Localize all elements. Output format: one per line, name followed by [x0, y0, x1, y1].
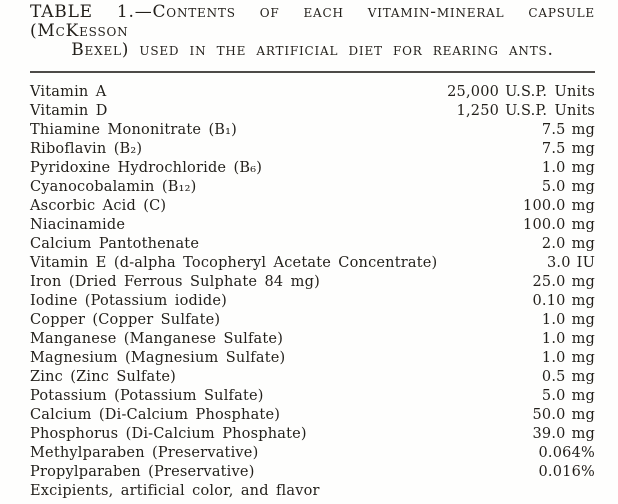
substance-name: Thiamine Mononitrate (B₁): [30, 122, 238, 138]
substance-name: Vitamin A: [30, 84, 107, 100]
table-title: [30, 3, 595, 60]
amount-unit: mg: [571, 236, 595, 252]
substance-name: Methylparaben (Preservative): [30, 445, 259, 461]
table-row: [30, 83, 595, 102]
amount-unit: mg: [571, 160, 595, 176]
substance-name: Iron (Dried Ferrous Sulphate 84 mg): [30, 274, 320, 290]
table-row: [30, 159, 595, 178]
substance-name: Cyanocobalamin (B₁₂): [30, 179, 197, 195]
amount-cell: [532, 406, 595, 425]
substance-name: Pyridoxine Hydrochloride (B₆): [30, 160, 263, 176]
amount-value: 5.0: [541, 179, 566, 195]
substance-name: Vitamin D: [30, 103, 108, 119]
substance-name: Potassium (Potassium Sulfate): [30, 388, 264, 404]
amount-cell: [542, 387, 595, 406]
amount-unit: mg: [571, 217, 595, 233]
amount-value: 1.0: [541, 350, 566, 366]
table-row: [30, 178, 595, 197]
table-title-line1: TABLE 1.—Contents of each vitamin-mineral capsule (McKesson: [30, 2, 595, 41]
amount-unit: mg: [571, 179, 595, 195]
table-row: [30, 425, 595, 444]
substance-name: Iodine (Potassium iodide): [30, 293, 227, 309]
table-row: [30, 235, 595, 254]
substance-name: Propylparaben (Preservative): [30, 464, 255, 480]
amount-cell: [542, 349, 595, 368]
amount-cell: [542, 368, 595, 387]
amount-unit: mg: [571, 198, 595, 214]
amount-unit: U.S.P. Units: [505, 84, 595, 100]
table-title-line2: Bexel) used in the artificial diet for rearing ants.: [71, 40, 554, 60]
table-row: [30, 311, 595, 330]
table-row: [30, 444, 595, 463]
table-row: [30, 216, 595, 235]
amount-unit: IU: [576, 255, 595, 271]
table-row: [30, 197, 595, 216]
amount-unit: mg: [571, 293, 595, 309]
amount-cell: [542, 140, 595, 159]
table-row: [30, 349, 595, 368]
amount-value: 7.5: [541, 122, 566, 138]
amount-unit: mg: [571, 369, 595, 385]
amount-cell: [532, 292, 595, 311]
amount-unit: mg: [571, 388, 595, 404]
amount-unit: mg: [571, 274, 595, 290]
substance-name: Riboflavin (B₂): [30, 141, 143, 157]
amount-value: 0.064%: [538, 445, 595, 461]
amount-unit: mg: [571, 426, 595, 442]
table-row: [30, 102, 595, 121]
amount-cell: [523, 197, 595, 216]
substance-name: Calcium Pantothenate: [30, 236, 200, 252]
amount-value: 50.0: [532, 407, 566, 423]
amount-value: 3.0: [546, 255, 571, 271]
amount-cell: [542, 311, 595, 330]
table-row: [30, 406, 595, 425]
amount-value: 100.0: [523, 217, 566, 233]
amount-value: 1.0: [541, 312, 566, 328]
substance-name: Phosphorus (Di-Calcium Phosphate): [30, 426, 307, 442]
amount-unit: mg: [571, 141, 595, 157]
amount-value: 25.0: [532, 274, 566, 290]
amount-value: 0.5: [541, 369, 566, 385]
amount-cell: [542, 121, 595, 140]
substance-name: Niacinamide: [30, 217, 126, 233]
table-row: [30, 482, 595, 501]
amount-value: 39.0: [532, 426, 566, 442]
amount-cell: [539, 463, 596, 482]
table-row: [30, 140, 595, 159]
table-row: [30, 254, 595, 273]
substance-name: Excipients, artificial color, and flavor: [30, 483, 320, 499]
amount-value: 1.0: [541, 331, 566, 347]
table-row: [30, 330, 595, 349]
amount-value: 2.0: [541, 236, 566, 252]
substance-name: Ascorbic Acid (C): [30, 198, 167, 214]
amount-value: 1,250: [456, 103, 500, 119]
substance-name: Zinc (Zinc Sulfate): [30, 369, 177, 385]
amount-value: 100.0: [523, 198, 566, 214]
amount-cell: [542, 159, 595, 178]
table-row: [30, 121, 595, 140]
amount-cell: [547, 254, 595, 273]
amount-unit: mg: [571, 331, 595, 347]
amount-cell: [542, 178, 595, 197]
amount-unit: U.S.P. Units: [505, 103, 595, 119]
amount-value: 0.10: [532, 293, 566, 309]
amount-value: 0.016%: [538, 464, 595, 480]
amount-unit: mg: [571, 407, 595, 423]
table-row: [30, 273, 595, 292]
amount-unit: mg: [571, 312, 595, 328]
amount-cell: [542, 330, 595, 349]
amount-value: 1.0: [541, 160, 566, 176]
table-row: [30, 368, 595, 387]
substance-name: Vitamin E (d-alpha Tocopheryl Acetate Concentrate): [30, 255, 438, 271]
table-row: [30, 292, 595, 311]
amount-value: 7.5: [541, 141, 566, 157]
amount-cell: [539, 444, 596, 463]
table-row: [30, 387, 595, 406]
substance-name: Calcium (Di-Calcium Phosphate): [30, 407, 281, 423]
amount-unit: mg: [571, 122, 595, 138]
table-row: [30, 463, 595, 482]
substance-name: Magnesium (Magnesium Sulfate): [30, 350, 286, 366]
amount-cell: [523, 216, 595, 235]
amount-cell: [447, 83, 595, 102]
substance-name: Manganese (Manganese Sulfate): [30, 331, 284, 347]
amount-value: 5.0: [541, 388, 566, 404]
table-body: [30, 73, 595, 501]
amount-cell: [532, 273, 595, 292]
amount-value: 25,000: [447, 84, 500, 100]
substance-name: Copper (Copper Sulfate): [30, 312, 221, 328]
amount-cell: [457, 102, 595, 121]
amount-cell: [542, 235, 595, 254]
amount-unit: mg: [571, 350, 595, 366]
amount-cell: [532, 425, 595, 444]
